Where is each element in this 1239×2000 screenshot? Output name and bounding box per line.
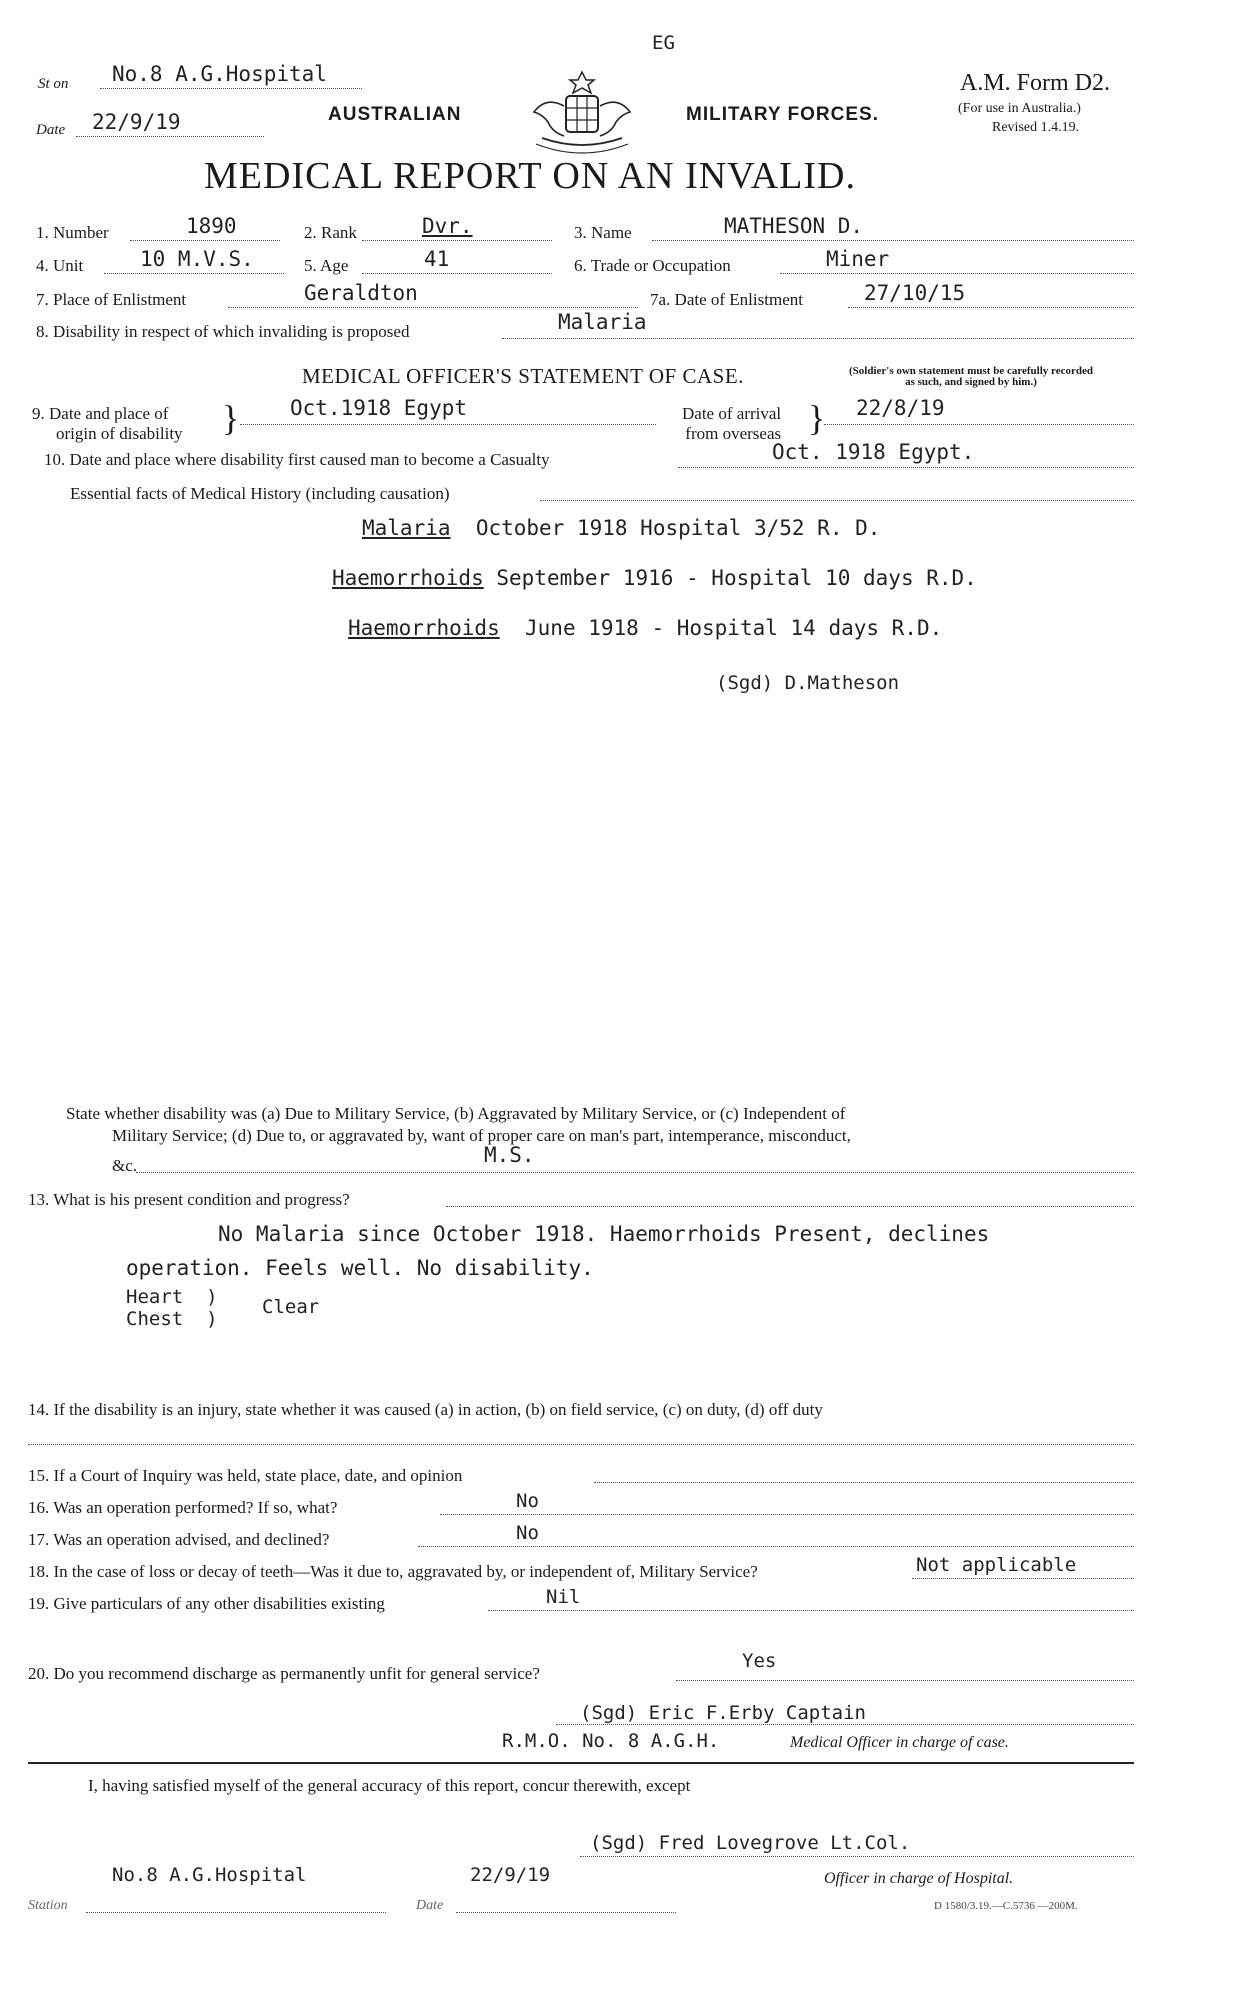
q19-value: Nil bbox=[546, 1586, 581, 1608]
rank-label: 2. Rank bbox=[304, 223, 357, 242]
form-use: (For use in Australia.) bbox=[958, 101, 1081, 116]
casualty-value: Oct. 1918 Egypt. bbox=[772, 440, 975, 464]
trade-value: Miner bbox=[826, 247, 890, 271]
enlist-date-label: 7a. Date of Enlistment bbox=[650, 290, 803, 309]
name-label: 3. Name bbox=[574, 223, 632, 242]
q20-value: Yes bbox=[742, 1650, 777, 1672]
org-right: MILITARY FORCES. bbox=[686, 104, 879, 125]
disability-value: Malaria bbox=[558, 310, 647, 334]
unit-value: 10 M.V.S. bbox=[140, 247, 254, 271]
date-value: 22/9/19 bbox=[92, 110, 181, 134]
trade-label: 6. Trade or Occupation bbox=[574, 256, 731, 275]
q13-line-2: operation. Feels well. No disability. bbox=[126, 1256, 594, 1280]
casualty-label: 10. Date and place where disability first caused man to become a Casualty bbox=[44, 450, 550, 469]
age-value: 41 bbox=[424, 247, 450, 271]
q16-value: No bbox=[516, 1490, 539, 1512]
footer-station-label: Station bbox=[28, 1898, 68, 1913]
history-label: Essential facts of Medical History (including causation) bbox=[70, 484, 450, 503]
enlist-place-label: 7. Place of Enlistment bbox=[36, 290, 187, 309]
number-value: 1890 bbox=[186, 214, 237, 238]
top-mark: EG bbox=[652, 32, 675, 54]
unit-label: 4. Unit bbox=[36, 256, 84, 275]
q15-label: 15. If a Court of Inquiry was held, state place, date, and opinion bbox=[28, 1466, 463, 1485]
print-code: D 1580/3.19.—C.5736 —200M. bbox=[934, 1900, 1078, 1912]
disability-label: 8. Disability in respect of which invaliding is proposed bbox=[36, 322, 410, 341]
enlist-place-value: Geraldton bbox=[304, 281, 418, 305]
q18-value: Not applicable bbox=[912, 1554, 1076, 1576]
q12-line-1: State whether disability was (a) Due to Military Service, (b) Aggravated by Military Service, or (c) Independent of bbox=[66, 1104, 846, 1123]
commanding-officer-signature: (Sgd) Fred Lovegrove Lt.Col. bbox=[590, 1832, 911, 1854]
name-value: MATHESON D. bbox=[724, 214, 864, 238]
org-left: AUSTRALIAN bbox=[328, 104, 462, 125]
coat-of-arms-icon bbox=[522, 66, 642, 156]
officer-title-typed: R.M.O. No. 8 A.G.H. bbox=[502, 1730, 720, 1752]
page-title: MEDICAL REPORT ON AN INVALID. bbox=[204, 155, 856, 197]
q20-label: 20. Do you recommend discharge as permanently unfit for general service? bbox=[28, 1664, 540, 1683]
q19-label: 19. Give particulars of any other disabilities existing bbox=[28, 1594, 385, 1613]
officer-signature: (Sgd) Eric F.Erby Captain bbox=[580, 1702, 866, 1724]
q12-line-2: Military Service; (d) Due to, or aggravated by, want of proper care on man's part, intemperance, misconduct, bbox=[112, 1126, 851, 1145]
q14-label: 14. If the disability is an injury, state whether it was caused (a) in action, (b) on field service, (c) on duty, (d) off duty bbox=[28, 1400, 823, 1419]
form-code: A.M. Form D2. bbox=[960, 70, 1111, 96]
q13-heart-chest: Heart ) Chest ) bbox=[126, 1286, 218, 1330]
history-entry-1: Malaria October 1918 Hospital 3/52 R. D. bbox=[362, 516, 881, 540]
footer-date-value: 22/9/19 bbox=[470, 1864, 551, 1886]
origin-value: Oct.1918 Egypt bbox=[290, 396, 468, 420]
arrival-value: 22/8/19 bbox=[856, 396, 945, 420]
q12-line-3: &c. bbox=[112, 1156, 138, 1175]
age-label: 5. Age bbox=[304, 256, 349, 275]
hospital-officer-title: Officer in charge of Hospital. bbox=[824, 1870, 1014, 1887]
history-entry-2: Haemorrhoids September 1916 - Hospital 10 days R.D. bbox=[332, 566, 977, 590]
q13-clear: Clear bbox=[262, 1296, 320, 1318]
q17-value: No bbox=[516, 1522, 539, 1544]
statement-heading: MEDICAL OFFICER'S STATEMENT OF CASE. bbox=[302, 364, 744, 388]
q18-label: 18. In the case of loss or decay of teeth—Was it due to, aggravated by, or independent of, Military Service? bbox=[28, 1562, 758, 1581]
footer-date-label: Date bbox=[416, 1898, 444, 1913]
rank-value: Dvr. bbox=[422, 214, 473, 238]
history-entry-3: Haemorrhoids June 1918 - Hospital 14 days R.D. bbox=[348, 616, 943, 640]
q16-label: 16. Was an operation performed? If so, what? bbox=[28, 1498, 338, 1517]
enlist-date-value: 27/10/15 bbox=[864, 281, 966, 305]
concurrence-text: I, having satisfied myself of the general accuracy of this report, concur therewith, except bbox=[88, 1776, 691, 1795]
q17-label: 17. Was an operation advised, and declined? bbox=[28, 1530, 330, 1549]
officer-title-printed: Medical Officer in charge of case. bbox=[790, 1734, 1009, 1751]
origin-label: 9. Date and place of origin of disability bbox=[32, 404, 183, 443]
number-label: 1. Number bbox=[36, 223, 109, 242]
q12-value: M.S. bbox=[484, 1143, 535, 1167]
soldier-signature: (Sgd) D.Matheson bbox=[716, 672, 900, 694]
statement-note: (Soldier's own statement must be carefully recorded as such, and signed by him.) bbox=[848, 365, 1093, 388]
arrival-label: Date of arrival from overseas bbox=[682, 404, 782, 443]
q13-label: 13. What is his present condition and progress? bbox=[28, 1190, 350, 1209]
date-label: Date bbox=[36, 122, 66, 138]
form-revised: Revised 1.4.19. bbox=[992, 120, 1080, 135]
q13-line-1: No Malaria since October 1918. Haemorrhoids Present, declines bbox=[218, 1222, 990, 1246]
station-label: St on bbox=[38, 76, 69, 92]
station-value: No.8 A.G.Hospital bbox=[112, 62, 327, 86]
footer-station-value: No.8 A.G.Hospital bbox=[112, 1864, 307, 1886]
